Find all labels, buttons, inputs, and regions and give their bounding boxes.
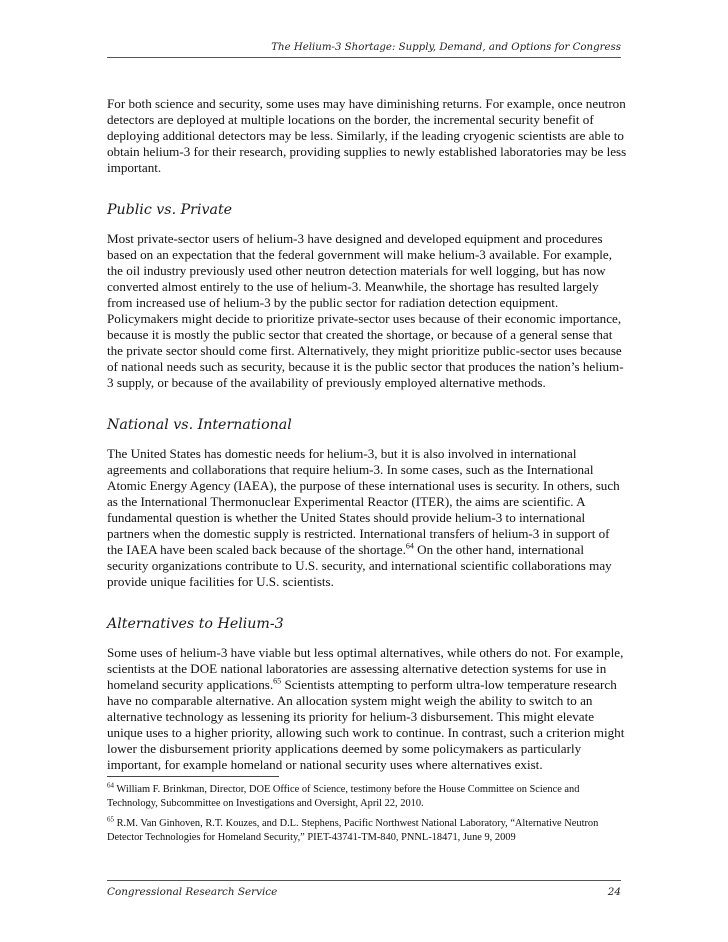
footnote-number: 64 (107, 781, 114, 790)
section-heading-alternatives: Alternatives to Helium-3 (107, 616, 284, 632)
footnote-64 (107, 783, 627, 811)
footnote-65 (107, 817, 627, 845)
footnote-divider (107, 776, 279, 777)
section-paragraph-national-international (107, 446, 627, 590)
footnote-text: William F. Brinkman, Director, DOE Office of Science, testimony before the House Committee on Science and Technology, Subcommittee on Investigations and Oversight, April 22, 2010. (107, 784, 580, 809)
section-paragraph-alternatives (107, 645, 627, 773)
paragraph-text: Some uses of helium-3 have viable but less optimal alternatives, while others do not. For example, scientists at the DOE national laboratories are assessing alternative detection systems for use in homeland security applications. (107, 645, 624, 692)
paragraph-text: The United States has domestic needs for helium-3, but it is also involved in international agreements and collaborations that require helium-3. In some cases, such as the International Atomic Energy Agency (IAEA), the purpose of these international uses is security. In others, such as the International Thermonuclear Experimental Reactor (ITER), the aims are scientific. A fundamental question is whether the United States should provide helium-3 to international partners when the domestic supply is restricted. International transfers of helium-3 in support of the IAEA have been scaled back because of the shortage. (107, 446, 620, 557)
section-heading-public-private: Public vs. Private (107, 202, 233, 218)
running-footer (107, 880, 621, 898)
section-heading-national-international: National vs. International (107, 417, 292, 433)
document-body (107, 96, 627, 791)
footnote-ref-65[interactable]: 65 (273, 676, 282, 686)
paragraph-text: Scientists attempting to perform ultra-low temperature research have no comparable alternative. An allocation system might weigh the ability to switch to an alternative technology as lessening its priority for helium-3 disbursement. This might elevate unique uses to a higher priority, allowing such work to continue. In contrast, such a criterion might lower the disbursement priority applications deemed by some policymakers as particularly important, for example homeland or national security uses where alternatives exist. (107, 677, 625, 772)
page-number: 24 (607, 886, 621, 898)
intro-paragraph: For both science and security, some uses may have diminishing returns. For example, once neutron detectors are deployed at multiple locations on the border, the incremental security benefit of deploying additional detectors may be less. Similarly, if the leading cryogenic scientists are able to obtain helium-3 for their research, providing supplies to newly established laboratories may be less important. (107, 96, 627, 175)
running-header: The Helium-3 Shortage: Supply, Demand, and Options for Congress (107, 42, 621, 58)
footer-organization: Congressional Research Service (107, 886, 278, 898)
paragraph-text: On the other hand, international security organizations contribute to U.S. security, and international scientific collaborations may provide unique facilities for U.S. scientists. (107, 542, 612, 589)
section-paragraph-public-private: Most private-sector users of helium-3 have designed and developed equipment and procedures based on an expectation that the federal government will make helium-3 available. For example, the oil industry previously used other neutron detection materials for well logging, but has now converted almost entirely to the use of helium-3. Meanwhile, the shortage has resulted largely from increased use of helium-3 by the public sector for radiation detection equipment. Policymakers might decide to prioritize private-sector uses because of their economic importance, because it is mostly the public sector that created the shortage, or because of a general sense that the private sector should come first. Alternatively, they might prioritize public-sector uses because of national needs such as security, because it is the public sector that produces the nation’s helium-3 supply, or because of the availability of previously employed alternative methods. (107, 231, 624, 390)
footnote-text: R.M. Van Ginhoven, R.T. Kouzes, and D.L. Stephens, Pacific Northwest National Laboratory, “Alternative Neutron Detector Technologies for Homeland Security,” PIET-43741-TM-840, PNNL-18471, June 9, 2009 (107, 818, 599, 843)
footnote-number: 65 (107, 815, 114, 824)
footnote-ref-64[interactable]: 64 (405, 541, 414, 551)
footnotes (107, 783, 627, 851)
